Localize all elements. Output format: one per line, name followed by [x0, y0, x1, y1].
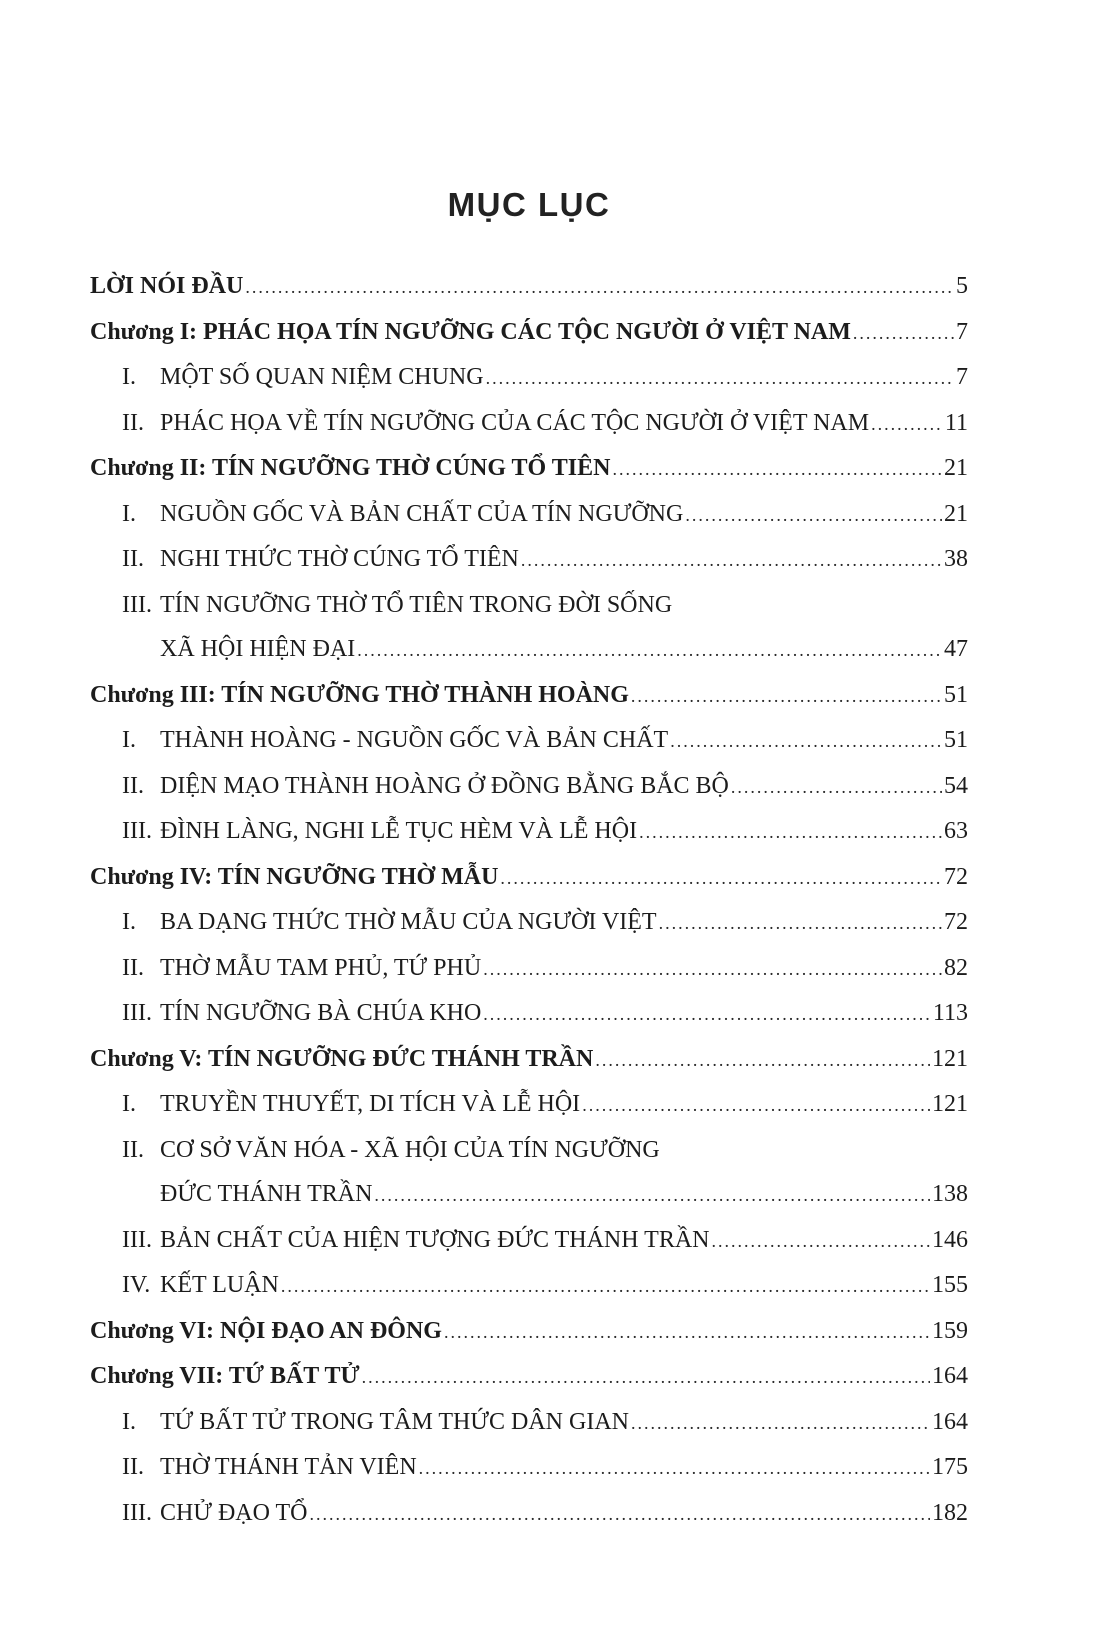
- toc-entry: [90, 946, 968, 992]
- dot-leader: [631, 674, 942, 719]
- toc-entry-numeral: II.: [122, 772, 144, 799]
- toc-entry: [90, 1082, 968, 1128]
- dot-leader: [639, 810, 942, 855]
- toc-entry-label: MỘT SỐ QUAN NIỆM CHUNG: [160, 364, 484, 390]
- dot-leader: [444, 1310, 930, 1355]
- dot-leader: [374, 1173, 930, 1218]
- toc-entry-label: Chương IV: TÍN NGƯỠNG THỜ MẪU: [90, 863, 499, 890]
- toc-entry: [90, 1037, 968, 1083]
- toc-entry-numeral: IV.: [122, 1272, 151, 1298]
- dot-leader: [486, 356, 954, 401]
- toc-entry: [90, 1309, 968, 1355]
- dot-leader: [612, 447, 942, 492]
- toc-entry: [90, 537, 968, 583]
- toc-entry-label: LỜI NÓI ĐẦU: [90, 273, 244, 299]
- toc-entry-page: 175: [932, 1454, 968, 1480]
- toc-entry-page: 138: [932, 1181, 968, 1207]
- toc-entry-page: 121: [932, 1045, 968, 1072]
- toc-entry: [90, 492, 968, 538]
- toc-entry-label: THÀNH HOÀNG - NGUỒN GỐC VÀ BẢN CHẤT: [160, 727, 669, 753]
- toc-entry-page: 155: [932, 1272, 968, 1298]
- toc-entry-numeral: I.: [122, 364, 136, 390]
- toc-entry-page: 164: [932, 1408, 968, 1435]
- dot-leader: [281, 1264, 930, 1309]
- toc-entry-page: 21: [944, 500, 968, 527]
- toc-entry-numeral: II.: [122, 409, 144, 436]
- toc-entry: [90, 1263, 968, 1309]
- toc-entry-numeral: II.: [122, 1136, 144, 1163]
- toc-entry: [90, 1400, 968, 1446]
- toc-entry: [90, 1445, 968, 1491]
- toc-entry-numeral: III.: [122, 1000, 152, 1026]
- toc-entry-label: Chương VI: NỘI ĐẠO AN ĐÔNG: [90, 1317, 442, 1344]
- dot-leader: [853, 311, 954, 356]
- dot-leader: [659, 901, 942, 946]
- toc-entry-page: 11: [944, 409, 968, 436]
- toc-entry: [90, 446, 968, 492]
- dot-leader: [712, 1219, 931, 1264]
- toc-entry-numeral: III.: [122, 818, 152, 844]
- toc-entry-numeral: II.: [122, 954, 144, 981]
- toc-entry-page: 63: [944, 818, 968, 844]
- toc-entry: [90, 900, 968, 946]
- toc-entry: [90, 764, 968, 810]
- toc-entry-label: Chương I: PHÁC HỌA TÍN NGƯỠNG CÁC TỘC NGƯỜI Ở VIỆT NAM: [90, 318, 851, 345]
- toc-entry-page: 51: [944, 727, 968, 753]
- toc-entry-numeral: I.: [122, 1091, 136, 1117]
- toc-entry-page: 54: [944, 772, 968, 799]
- dot-leader: [731, 765, 942, 810]
- toc-entry-numeral: I.: [122, 1408, 136, 1435]
- dot-leader: [245, 265, 954, 310]
- toc-entry-numeral: III.: [122, 591, 152, 618]
- toc-entry: [90, 809, 968, 855]
- dot-leader: [500, 856, 942, 901]
- toc-entry: [90, 1354, 968, 1400]
- toc-title: MỤC LỤC: [447, 186, 611, 223]
- toc-entry-label: BẢN CHẤT CỦA HIỆN TƯỢNG ĐỨC THÁNH TRẦN: [160, 1226, 710, 1253]
- toc-entry-page: 182: [932, 1499, 968, 1526]
- toc-entry: [90, 673, 968, 719]
- toc-entry-numeral: III.: [122, 1226, 152, 1253]
- toc-entry: [90, 1128, 968, 1173]
- toc-entry-label: THỜ THÁNH TẢN VIÊN: [160, 1454, 417, 1480]
- toc-entry-label: KẾT LUẬN: [160, 1272, 279, 1298]
- toc-entry: [90, 855, 968, 901]
- dot-leader: [871, 402, 943, 447]
- toc-list: [90, 264, 968, 1536]
- toc-entry: [90, 310, 968, 356]
- toc-entry-label: NGHI THỨC THỜ CÚNG TỔ TIÊN: [160, 546, 519, 572]
- toc-entry: [90, 264, 968, 310]
- dot-leader: [521, 538, 942, 583]
- toc-entry-label: ĐÌNH LÀNG, NGHI LỄ TỤC HÈM VÀ LỄ HỘI: [160, 818, 638, 844]
- toc-entry-label: THỜ MẪU TAM PHỦ, TỨ PHỦ: [160, 954, 482, 981]
- toc-entry: [90, 627, 968, 673]
- dot-leader: [595, 1038, 930, 1083]
- toc-entry-label: TỨ BẤT TỬ TRONG TÂM THỨC DÂN GIAN: [160, 1408, 629, 1435]
- toc-entry-page: 159: [932, 1317, 968, 1344]
- toc-entry: [90, 1172, 968, 1218]
- toc-entry-label: DIỆN MẠO THÀNH HOÀNG Ở ĐỒNG BẰNG BẮC BỘ: [160, 772, 729, 799]
- toc-entry-label: TÍN NGƯỠNG BÀ CHÚA KHO: [160, 1000, 482, 1026]
- dot-leader: [357, 628, 942, 673]
- dot-leader: [631, 1401, 930, 1446]
- toc-entry-page: 72: [944, 863, 968, 890]
- toc-entry-numeral: III.: [122, 1499, 152, 1526]
- toc-entry-label: PHÁC HỌA VỀ TÍN NGƯỠNG CỦA CÁC TỘC NGƯỜI Ở VIỆT NAM: [160, 409, 870, 436]
- toc-entry-label: Chương V: TÍN NGƯỠNG ĐỨC THÁNH TRẦN: [90, 1045, 594, 1072]
- dot-leader: [483, 947, 942, 992]
- toc-entry-page: 72: [944, 909, 968, 935]
- toc-entry-label: Chương VII: TỨ BẤT TỬ: [90, 1363, 360, 1389]
- toc-entry-page: 146: [932, 1226, 968, 1253]
- toc-entry-page: 113: [932, 1000, 968, 1026]
- toc-entry-label: TÍN NGƯỠNG THỜ TỔ TIÊN TRONG ĐỜI SỐNG: [160, 591, 673, 618]
- toc-entry: [90, 718, 968, 764]
- toc-entry-label: Chương II: TÍN NGƯỠNG THỜ CÚNG TỔ TIÊN: [90, 455, 611, 481]
- toc-entry-label: ĐỨC THÁNH TRẦN: [160, 1181, 373, 1207]
- toc-entry-label: Chương III: TÍN NGƯỠNG THỜ THÀNH HOÀNG: [90, 681, 629, 708]
- toc-entry: [90, 583, 968, 628]
- toc-entry-label: TRUYỀN THUYẾT, DI TÍCH VÀ LỄ HỘI: [160, 1091, 581, 1117]
- dot-leader: [685, 493, 942, 538]
- toc-entry: [90, 355, 968, 401]
- toc-entry-page: 82: [944, 954, 968, 981]
- toc-entry-label: BA DẠNG THỨC THỜ MẪU CỦA NGƯỜI VIỆT: [160, 909, 657, 935]
- toc-entry-page: 51: [944, 681, 968, 708]
- toc-entry-page: 21: [944, 455, 968, 481]
- toc-entry-page: 5: [956, 273, 968, 299]
- toc-entry-page: 38: [944, 546, 968, 572]
- toc-entry-page: 121: [932, 1091, 968, 1117]
- toc-entry-numeral: I.: [122, 727, 136, 753]
- dot-leader: [310, 1492, 930, 1537]
- dot-leader: [483, 992, 931, 1037]
- toc-entry-page: 7: [956, 364, 968, 390]
- toc-entry-label: XÃ HỘI HIỆN ĐẠI: [160, 636, 356, 662]
- dot-leader: [670, 719, 942, 764]
- toc-entry: [90, 401, 968, 447]
- dot-leader: [362, 1355, 930, 1400]
- toc-entry-label: CƠ SỞ VĂN HÓA - XÃ HỘI CỦA TÍN NGƯỠNG: [160, 1136, 660, 1163]
- toc-entry-page: 7: [956, 318, 968, 345]
- toc-entry-page: 47: [944, 636, 968, 662]
- toc-entry-label: CHỬ ĐẠO TỔ: [160, 1499, 308, 1526]
- toc-entry-numeral: I.: [122, 500, 136, 527]
- toc-entry-numeral: I.: [122, 909, 136, 935]
- toc-entry-page: 164: [932, 1363, 968, 1389]
- toc-entry: [90, 1218, 968, 1264]
- toc-entry: [90, 991, 968, 1037]
- dot-leader: [419, 1446, 930, 1491]
- toc-entry-numeral: II.: [122, 546, 144, 572]
- toc-entry: [90, 1491, 968, 1537]
- toc-entry-numeral: II.: [122, 1454, 144, 1480]
- toc-entry-label: NGUỒN GỐC VÀ BẢN CHẤT CỦA TÍN NGƯỠNG: [160, 500, 684, 527]
- dot-leader: [582, 1083, 930, 1128]
